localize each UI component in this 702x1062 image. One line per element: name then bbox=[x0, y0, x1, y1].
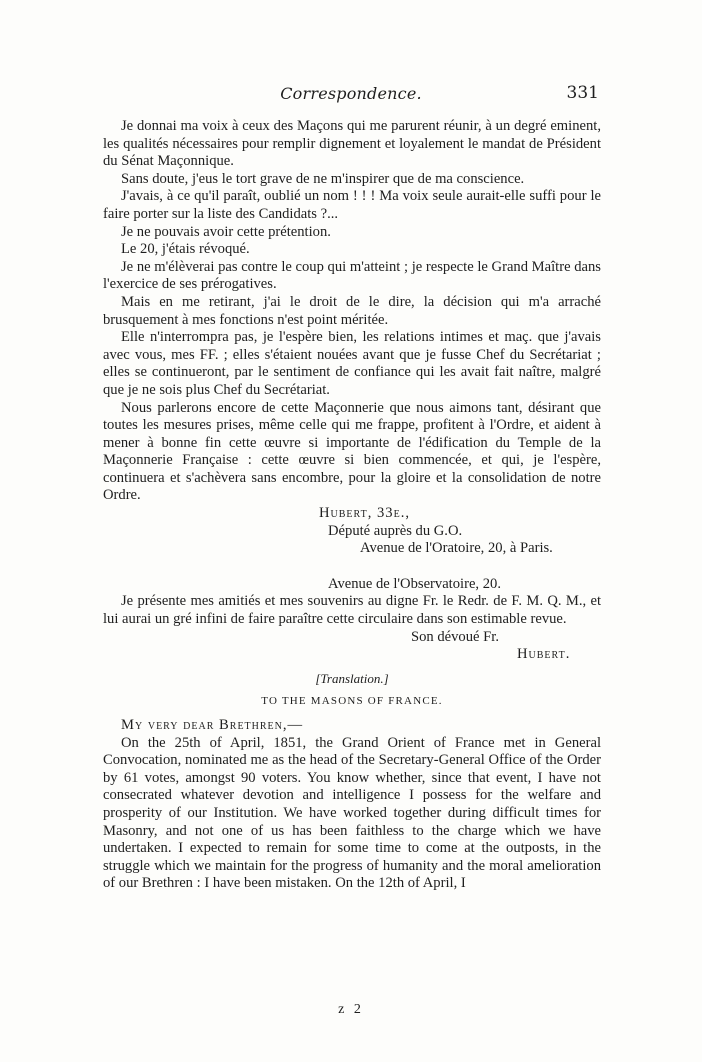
page-body bbox=[103, 118, 601, 893]
postscript-name: Hubert. bbox=[517, 646, 571, 663]
spacer bbox=[103, 558, 601, 576]
translation-paragraph: On the 25th of April, 1851, the Grand Orient of France met in General Convocation, nominated me as the head of the Secretary-General Office of the Order by 61 votes, amongst 90 voters. You know whether, since that event, I have not consecrated whatever devotion and intelligence I possess for the welfare and prosperity of our Institution. We have worked together during difficult times for Masonry, and not one of us has been faithless to the charge which we have undertaken. I expected to remain for some time to come at the outposts, in the struggle which we maintain for the progress of humanity and the moral amelioration of our Brethren : I have been mistaken. On the 12th of April, I bbox=[103, 734, 601, 892]
signature-name: Hubert, 33e., bbox=[319, 505, 411, 522]
paragraph: Sans doute, j'eus le tort grave de ne m'inspirer que de ma conscience. bbox=[121, 170, 525, 187]
paragraph: Je donnai ma voix à ceux des Maçons qui me parurent réunir, à un degré eminent, les qualités nécessaires pour remplir dignement et loyalement le mandat de Président du Sénat Maçonnique. bbox=[103, 118, 601, 170]
paragraph: Je ne pouvais avoir cette prétention. bbox=[121, 223, 331, 240]
paragraph: Nous parlerons encore de cette Maçonnerie que nous aimons tant, désirant que toutes les mesures prises, même celle qui me frappe, profitent à l'Ordre, et aident à mener à bonne fin cette œuvre si importante de l'édification du Temple de la Maçonnerie Française : cette œuvre si bien commencée, et qui, je l'espère, continuera et s'achèvera sans encombre, pour la gloire et la consolidation de notre Ordre. bbox=[103, 399, 601, 504]
page-header bbox=[0, 84, 702, 108]
paragraph: J'avais, à ce qu'il paraît, oublié un nom ! ! ! Ma voix seule aurait-elle suffi pour le faire porter sur la liste des Candidats ?... bbox=[103, 188, 601, 222]
paragraph: Elle n'interrompra pas, je l'espère bien, les relations intimes et maç. que j'avais avec vous, mes FF. ; elles s'étaient nouées avant que je fusse Chef du Secrétariat ; elles se continueront, par le sentiment de confiance qui les avait fait naître, malgré que je ne sois plus Chef du Secrétariat. bbox=[103, 329, 601, 398]
translation-heading: TO THE MASONS OF FRANCE. bbox=[261, 695, 443, 708]
signature-mark: z 2 bbox=[338, 1002, 364, 1017]
signature-address: Avenue de l'Oratoire, 20, à Paris. bbox=[360, 540, 553, 557]
translation-label: [Translation.] bbox=[315, 670, 389, 686]
page-number: 331 bbox=[566, 83, 599, 103]
signature-title: Député auprès du G.O. bbox=[328, 522, 463, 539]
paragraph: Je ne m'élèverai pas contre le coup qui m'atteint ; je respecte le Grand Maître dans l'exercice de ses prérogatives. bbox=[103, 258, 601, 293]
postscript-closing: Son dévoué Fr. bbox=[411, 628, 499, 645]
paragraph: Mais en me retirant, j'ai le droit de le dire, la décision qui m'a arraché brusquement à mes fonctions n'est point méritée. bbox=[103, 293, 601, 328]
running-title: Correspondence. bbox=[280, 84, 422, 103]
postscript-address: Avenue de l'Observatoire, 20. bbox=[328, 575, 501, 592]
salutation: My very dear Brethren,— bbox=[121, 717, 304, 733]
postscript-text: Je présente mes amitiés et mes souvenirs au digne Fr. le Redr. de F. M. Q. M., et lui aurai un gré infini de faire paraître cette circulaire dans son estimable revue. bbox=[103, 593, 601, 628]
paragraph: Le 20, j'étais révoqué. bbox=[121, 241, 250, 258]
